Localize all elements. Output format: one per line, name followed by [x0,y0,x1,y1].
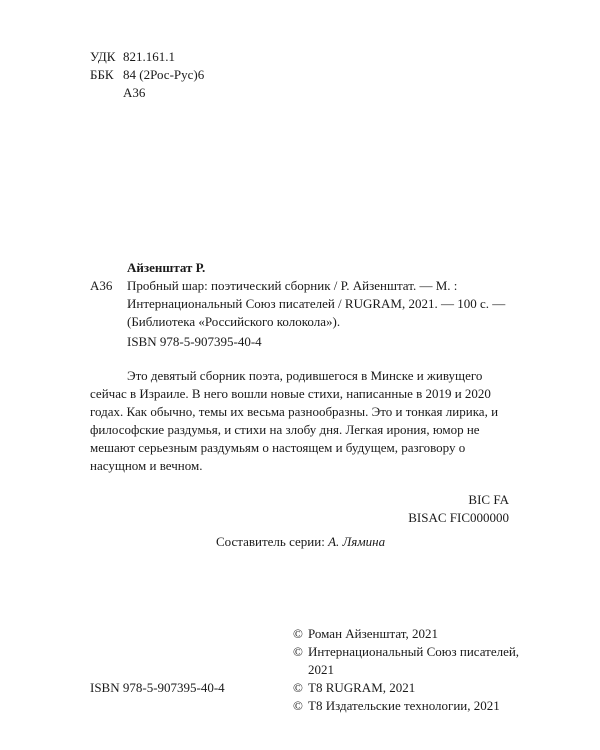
bibliographic-record [90,259,520,331]
record-description: Пробный шар: поэтический сборник / Р. Айзенштат. — М. : Интернациональный Союз писателей / RUGRAM, 2021. — 100 с. — (Библиотека «Российского колокола»). [127,278,506,329]
author-code: А36 [123,85,146,100]
subject-codes [408,491,509,527]
bic-code: BIC FA [468,492,509,507]
author-code-row [90,84,204,102]
bbk-row [90,66,204,84]
record-isbn: ISBN 978-5-907395-40-4 [127,334,262,349]
udk-row [90,48,204,66]
bisac-code: BISAC FIC000000 [408,510,509,525]
copyright-line: © Т8 Издательские технологии, 2021 [293,698,500,713]
record-entry [90,277,520,331]
classification-block [90,48,204,102]
bbk-label: ББК [90,67,114,82]
copyright-line: © Роман Айзенштат, 2021 [293,626,438,641]
annotation [90,367,520,475]
annotation-text: Это девятый сборник поэта, родившегося в Минске и живущего сейчас в Израиле. В него вошли новые стихи, написанные в 2019 и 2020 годах. Как обычно, темы их весьма разнообразны. Это и тонкая лирика, и философские раздумья, и стихи на злобу дня. Легкая ирония, юмор не мешают серьезным раздумьям о настоящем и будущем, разговору о насущном и вечном. [90,368,499,473]
series-compiler [216,533,385,551]
series-name: А. Лямина [328,534,386,549]
copyright-line: © Интернациональный Союз писателей, 2021 [293,644,520,677]
copyright-block [293,625,528,715]
record-code: А36 [90,278,113,293]
isbn-bottom: ISBN 978-5-907395-40-4 [90,680,225,695]
udk-label: УДК [90,49,116,64]
copyright-line: © Т8 RUGRAM, 2021 [293,680,416,695]
udk-value: 821.161.1 [123,49,175,64]
bbk-value: 84 (2Рос-Рус)6 [123,67,205,82]
series-label: Составитель серии: [216,534,325,549]
record-author: Айзенштат Р. [127,260,206,275]
